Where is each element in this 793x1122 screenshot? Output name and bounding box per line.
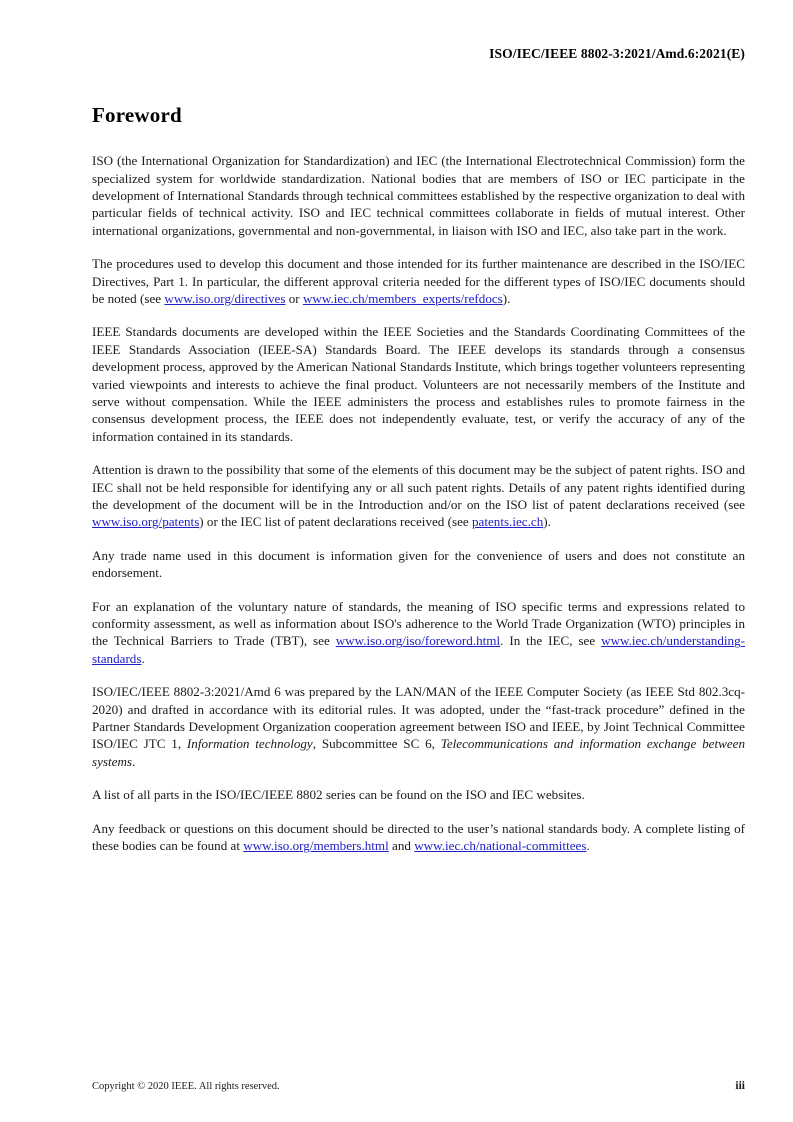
link-iso-directives[interactable]: www.iso.org/directives bbox=[164, 290, 286, 306]
paragraph-text: IEEE Standards documents are developed within the IEEE Societies and the Standards Coordinating Committees of the IEEE Standards Association (IEEE-SA) Standards Board. The IEEE develops its standards through a consensus development process, approved by the American National Standards Institute, which brings together volunteers representing varied viewpoints and interests to achieve the final product. Volunteers are not necessarily members of the Institute and serve without compensation. While the IEEE administers the process and establishes rules to promote fairness in the consensus development process, the IEEE does not independently evaluate, test, or verify the accuracy of any of the information contained in its standards. bbox=[92, 324, 745, 444]
paragraph-text-part: The procedures used to develop this document and those intended for its further maintenance are described in the ISO/IEC Directives, Part 1. In particular, the different approval criteria needed for the different types of ISO/IEC documents should be noted (see bbox=[92, 256, 745, 306]
paragraph-text: Any trade name used in this document is information given for the convenience of users and does not constitute an endorsement. bbox=[92, 547, 745, 581]
link-iec-refdocs[interactable]: www.iec.ch/members_experts/refdocs bbox=[302, 290, 503, 306]
copyright-notice: Copyright © 2020 IEEE. All rights reserved. bbox=[92, 1081, 280, 1092]
paragraph-text-part: Any feedback or questions on this document should be directed to the user’s national standards body. A complete listing of these bodies can be found at bbox=[92, 820, 745, 854]
paragraph-text-part: . bbox=[141, 650, 145, 666]
paragraph-text-part: Attention is drawn to the possibility that some of the elements of this document may be the subject of patent rights. ISO and IEC shall not be held responsible for identifying any or all such patent rights. Details of any patent rights identified during the development of the document will be in the Introduction and/or on the ISO list of patent declarations received (see bbox=[92, 462, 745, 512]
paragraph-text-part: ISO/IEC/IEEE 8802-3:2021/Amd 6 was prepared by the LAN/MAN of the IEEE Computer Society (as IEEE Std 802.3cq-2020) and drafted in accordance with its editorial rules. It was adopted, under the “fast-track procedure” defined in the Partner Standards Development Organization cooperation agreement between ISO and IEEE, by Joint Technical Committee ISO/IEC JTC 1, bbox=[92, 684, 745, 752]
paragraph-text-part: and bbox=[388, 838, 415, 854]
paragraph-text-part: , Subcommittee SC 6, bbox=[312, 736, 441, 752]
paragraph-text: ISO (the International Organization for Standardization) and IEC (the International Electrotechnical Commission) form the specialized system for worldwide standardization. National bodies that are members of ISO or IEC participate in the development of International Standards through technical committees established by the respective organization to deal with particular fields of technical activity. ISO and IEC technical committees collaborate in fields of mutual interest. Other international organizations, governmental and non-governmental, in liaison with ISO and IEC, also take part in the work. bbox=[92, 153, 745, 238]
paragraph-text-part: For an explanation of the voluntary nature of standards, the meaning of ISO specific terms and expressions related to conformity assessment, as well as information about ISO's adherence to the World Trade Organization (WTO) principles in the Technical Barriers to Trade (TBT), see bbox=[92, 598, 745, 649]
link-iec-national-committees[interactable]: www.iec.ch/national-committees bbox=[414, 838, 587, 854]
paragraph-procedures bbox=[92, 255, 745, 307]
italic-subcommittee-title: Telecommunications and information exchange between systems bbox=[92, 736, 746, 769]
link-iso-members[interactable]: www.iso.org/members.html bbox=[243, 838, 389, 854]
paragraph-parts-list bbox=[92, 786, 745, 803]
paragraph-text-part: . bbox=[586, 838, 590, 854]
paragraph-text-part: . In the IEC, see bbox=[500, 633, 602, 649]
paragraph-text-part: ). bbox=[543, 514, 551, 530]
paragraph-preparation bbox=[92, 683, 745, 770]
page-footer bbox=[92, 1080, 745, 1092]
paragraph-trade-name bbox=[92, 547, 745, 582]
link-iso-patents[interactable]: www.iso.org/patents bbox=[92, 514, 200, 530]
document-body bbox=[92, 104, 745, 855]
paragraph-text-part: ) or the IEC list of patent declarations received (see bbox=[199, 514, 472, 530]
paragraph-text-part: ). bbox=[502, 290, 511, 306]
paragraph-text-part: or bbox=[285, 290, 303, 306]
link-iso-foreword[interactable]: www.iso.org/iso/foreword.html bbox=[335, 633, 501, 649]
paragraph-text: A list of all parts in the ISO/IEC/IEEE 8802 series can be found on the ISO and IEC websites. bbox=[92, 787, 585, 803]
page-title: Foreword bbox=[92, 103, 182, 127]
paragraph-voluntary-nature bbox=[92, 598, 745, 668]
paragraph-iso-iec-intro bbox=[92, 152, 745, 239]
italic-information-technology: Information technology bbox=[186, 736, 313, 752]
paragraph-text-part: . bbox=[132, 753, 136, 769]
link-iec-understanding-standards[interactable]: www.iec.ch/understanding-standards bbox=[92, 633, 745, 666]
running-header: ISO/IEC/IEEE 8802-3:2021/Amd.6:2021(E) bbox=[489, 46, 745, 61]
paragraph-patent-rights bbox=[92, 461, 745, 531]
paragraph-feedback bbox=[92, 820, 745, 855]
page-number: iii bbox=[735, 1080, 745, 1092]
paragraph-ieee-standards bbox=[92, 323, 745, 445]
link-patents-iec[interactable]: patents.iec.ch bbox=[471, 514, 544, 530]
